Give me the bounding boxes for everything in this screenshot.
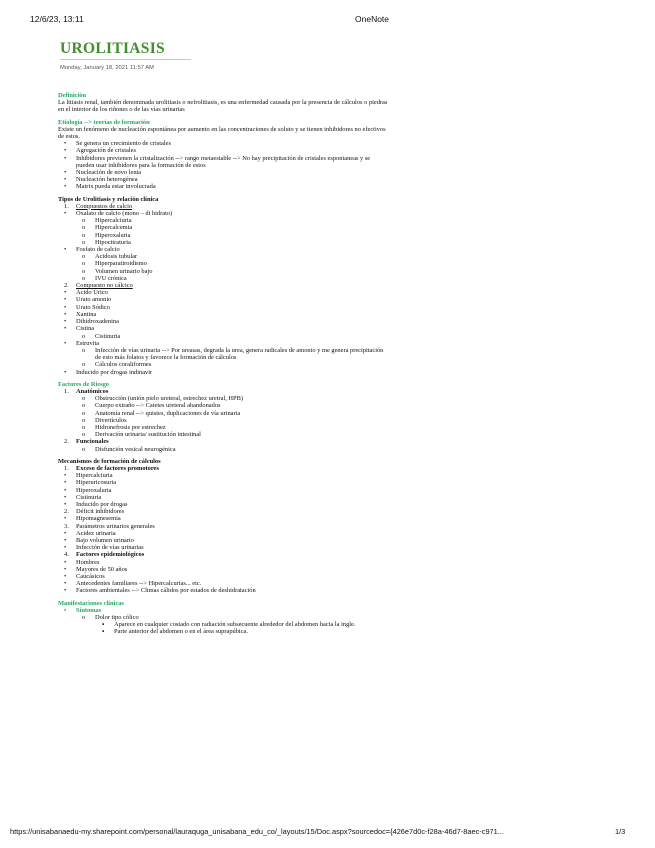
list-item-text: Hiperoxaluria bbox=[95, 231, 131, 239]
list-item-text: Hiperuricosuria bbox=[76, 479, 117, 487]
section-heading: Mecanismos de formación de cálculos bbox=[58, 457, 161, 465]
list-item-text: Acidez urinaria bbox=[76, 529, 116, 537]
section-heading: Tipos de Urolitiasis y relación clínica bbox=[58, 195, 159, 203]
list-item-text: Estruvita bbox=[76, 339, 100, 347]
list-item bbox=[58, 333, 388, 340]
print-app-name: OneNote bbox=[355, 14, 390, 24]
list-item-text: Síntomas bbox=[76, 606, 102, 614]
list-item-text: Compuesto no cálcico bbox=[76, 282, 133, 290]
list-marker: 4. bbox=[64, 551, 69, 559]
print-datetime: 12/6/23, 13:11 bbox=[30, 14, 84, 24]
list-item bbox=[58, 465, 388, 472]
paragraph: La litiasis renal, también denominada urolitiasis o nefrolitiasis, es una enfermedad causada por la presencia de cálculos o piedras en el interior de los riñones o de las vías urinarias bbox=[58, 99, 388, 114]
list-item-text: Oxalato de calcio (mono – di hidrato) bbox=[76, 210, 173, 218]
list-item-text: Inducido por drogas indinavir bbox=[76, 368, 153, 376]
list-marker: • bbox=[64, 565, 67, 573]
list-item-text: Hiperparatiroidismo bbox=[95, 260, 147, 268]
list-item-text: Urato Sódico bbox=[76, 303, 110, 311]
list-item-text: Hidronefrosis por estrechez bbox=[95, 423, 166, 431]
list-item bbox=[58, 369, 388, 376]
list-marker: 1. bbox=[64, 464, 69, 472]
list-item bbox=[58, 224, 388, 231]
list-marker: 2. bbox=[64, 438, 69, 446]
list-item bbox=[58, 515, 388, 522]
list-marker: ▪ bbox=[102, 621, 105, 629]
list-item bbox=[58, 559, 388, 566]
list-item bbox=[58, 239, 388, 246]
paragraph: Existe un fenómeno de nucleación espontánea por aumento en las concentraciones de soluto y se tienen inhibidores no efectivos de estos. bbox=[58, 125, 386, 141]
list-item-text: Divertículos bbox=[95, 416, 127, 424]
list-item bbox=[58, 155, 388, 169]
list-marker: • bbox=[64, 318, 67, 326]
list-item-text: Nucleación de novo lenta bbox=[76, 169, 142, 177]
list-item bbox=[58, 296, 388, 303]
list-item bbox=[58, 587, 388, 594]
list-marker: • bbox=[64, 536, 67, 544]
list-marker: • bbox=[64, 246, 67, 254]
footer-url: https://unisabanaedu-my.sharepoint.com/personal/lauraquga_unisabana_edu_co/_layouts/15/Doc.aspx?sourcedoc={426e7d0c-f28a-46d7-8aec-c971... bbox=[10, 827, 504, 836]
list-marker: o bbox=[82, 402, 86, 410]
list-item bbox=[58, 232, 388, 239]
list-item-text: Inducido por drogas bbox=[76, 500, 128, 508]
list-item-text: Parte anterior del abdomen o en el área suprapúbica. bbox=[114, 628, 248, 636]
list-item bbox=[58, 487, 388, 494]
list-marker: 3. bbox=[64, 522, 69, 530]
list-item bbox=[58, 607, 388, 614]
list-item bbox=[58, 573, 388, 580]
list-marker: o bbox=[82, 274, 86, 282]
list-item bbox=[58, 431, 388, 438]
list-marker: • bbox=[64, 310, 67, 318]
list-item bbox=[58, 340, 388, 347]
list-marker: o bbox=[82, 231, 86, 239]
list-marker: o bbox=[82, 238, 86, 246]
list-marker: 1. bbox=[64, 202, 69, 210]
list-item-text: Parámetros urinarios generales bbox=[76, 522, 155, 530]
list-item-text: Mayores de 50 años bbox=[76, 565, 128, 573]
list-item bbox=[58, 183, 388, 190]
list-item-text: Derivación urinaria/ sustitución intestinal bbox=[95, 431, 201, 439]
list-marker: • bbox=[64, 169, 67, 177]
list-item bbox=[58, 402, 388, 409]
list-item bbox=[58, 424, 388, 431]
list-item bbox=[58, 147, 388, 154]
list-item-text: Volumen urinario bajo bbox=[95, 267, 153, 275]
list-marker: o bbox=[82, 423, 86, 431]
list-marker: • bbox=[64, 368, 67, 376]
list-item-text: Exceso de factores promotores bbox=[76, 464, 159, 472]
list-item bbox=[58, 446, 388, 453]
list-item bbox=[58, 246, 388, 253]
section-heading: Factores de Riesgo bbox=[58, 380, 109, 388]
list-marker: • bbox=[64, 573, 67, 580]
list-item-text: Antecedentes familiares --> Hipercalcurias... etc. bbox=[76, 580, 202, 588]
list-marker: o bbox=[82, 253, 86, 261]
list-marker: • bbox=[64, 339, 67, 347]
list-marker: • bbox=[64, 289, 67, 297]
list-item-text: Factores epidemiológicos bbox=[76, 551, 145, 559]
list-item-text: Infección de vías urinarias bbox=[76, 544, 144, 552]
list-item bbox=[58, 203, 388, 210]
list-marker: o bbox=[82, 346, 86, 354]
list-marker: • bbox=[64, 472, 67, 480]
list-item-text: Hipercalciuria bbox=[76, 472, 113, 480]
list-marker: • bbox=[64, 493, 67, 501]
list-marker: o bbox=[82, 445, 86, 453]
list-item bbox=[58, 551, 388, 558]
list-marker: o bbox=[82, 217, 86, 225]
list-marker: o bbox=[82, 224, 86, 232]
footer-page-number: 1/3 bbox=[615, 827, 626, 836]
list-item bbox=[58, 494, 388, 501]
list-marker: o bbox=[82, 409, 86, 417]
note-section bbox=[58, 600, 388, 636]
list-item-text: Compuestos de calcio bbox=[76, 202, 133, 210]
list-item-text: Bajo volumen urinario bbox=[76, 536, 134, 544]
list-item bbox=[58, 260, 388, 267]
list-marker: • bbox=[64, 587, 67, 595]
list-marker: • bbox=[64, 479, 67, 487]
page-title: UROLITIASIS bbox=[60, 40, 165, 57]
list-marker: o bbox=[82, 395, 86, 403]
list-marker: • bbox=[64, 140, 67, 148]
list-item-text: Hipercalciuria bbox=[95, 217, 132, 225]
list-item-text: Cistinuria bbox=[95, 332, 121, 340]
list-item-text: Dihidroxadenina bbox=[76, 318, 119, 326]
list-item bbox=[58, 438, 388, 445]
list-item bbox=[58, 318, 388, 325]
list-item-text: Inhibidores previenen la cristalización --> rango metaestable --> No hay precipitación de cristales espontaneas y se pueden usar inhibidores para la formación de estos bbox=[76, 154, 371, 169]
list-item bbox=[58, 169, 388, 176]
list-item bbox=[58, 508, 388, 515]
list-item bbox=[58, 325, 388, 332]
list-marker: • bbox=[64, 303, 67, 311]
list-item-text: Funcionales bbox=[76, 438, 109, 446]
list-marker: • bbox=[64, 529, 67, 537]
list-item-text: Infección de vías urinaria --> Por ureasas, degrada la urea, genera radicales de amonio y me genera precipitación de esto más folatos y favorece la formación de cálculos bbox=[95, 346, 384, 362]
list-marker: • bbox=[64, 606, 67, 614]
note-section bbox=[58, 196, 388, 376]
page-created-date: Monday, January 18, 2021 11:57 AM bbox=[60, 65, 154, 71]
list-item bbox=[58, 140, 388, 147]
list-item bbox=[58, 566, 388, 573]
list-marker: • bbox=[64, 486, 67, 494]
list-item-text: Caucásicos bbox=[76, 573, 105, 580]
list-marker: o bbox=[82, 260, 86, 268]
list-item bbox=[58, 210, 388, 217]
list-marker: • bbox=[64, 154, 67, 162]
list-item-text: Urato amonio bbox=[76, 296, 112, 304]
list-marker: 2. bbox=[64, 508, 69, 516]
list-item-text: Cistinuria bbox=[76, 493, 102, 501]
list-item bbox=[58, 614, 388, 621]
list-marker: • bbox=[64, 296, 67, 304]
list-marker: • bbox=[64, 325, 67, 333]
list-marker: o bbox=[82, 267, 86, 275]
list-item bbox=[58, 479, 388, 486]
list-item-text: Cistina bbox=[76, 325, 95, 333]
list-item-text: Déficit inhibidores bbox=[76, 508, 125, 516]
list-item-text: Acidosis tubular bbox=[95, 253, 138, 261]
list-marker: o bbox=[82, 332, 86, 340]
list-marker: ▪ bbox=[102, 628, 105, 636]
list-item-text: Disfunción vesical neurogénica bbox=[95, 445, 176, 453]
list-marker: o bbox=[82, 614, 86, 622]
note-section bbox=[58, 119, 388, 191]
list-marker: • bbox=[64, 544, 67, 552]
list-item bbox=[58, 311, 388, 318]
list-item bbox=[58, 628, 388, 635]
list-marker: • bbox=[64, 580, 67, 588]
list-item bbox=[58, 347, 388, 361]
section-heading: Definición bbox=[58, 92, 87, 99]
list-item bbox=[58, 580, 388, 587]
list-item bbox=[58, 537, 388, 544]
list-item-text: Anatómicos bbox=[76, 387, 109, 395]
list-item bbox=[58, 268, 388, 275]
list-item-text: Matrix pueda estar involucrada bbox=[76, 183, 156, 191]
list-item-text: Hipercalcemia bbox=[95, 224, 133, 232]
list-item bbox=[58, 395, 388, 402]
list-item bbox=[58, 304, 388, 311]
list-item-text: Ácido Úrico bbox=[76, 289, 108, 297]
list-marker: • bbox=[64, 500, 67, 508]
note-section bbox=[58, 92, 388, 114]
list-item bbox=[58, 544, 388, 551]
list-item-text: Obstrucción (unión pielo ureteral, estrechez uretral, HPB) bbox=[95, 395, 243, 403]
list-item-text: Hipocitraturia bbox=[95, 238, 131, 246]
list-marker: • bbox=[64, 176, 67, 184]
list-item-text: Dolor tipo cólico bbox=[95, 614, 139, 622]
list-item-text: Factores ambientales --> Climas cálidos por estados de deshidratación bbox=[76, 587, 256, 595]
list-marker: • bbox=[64, 147, 67, 155]
list-item-text: Xantina bbox=[76, 310, 97, 318]
list-item bbox=[58, 472, 388, 479]
list-marker: o bbox=[82, 416, 86, 424]
list-marker: • bbox=[64, 558, 67, 566]
list-item-text: Cálculos coraliformes bbox=[95, 361, 152, 369]
list-marker: • bbox=[64, 515, 67, 523]
list-item-text: Agregación de cristales bbox=[76, 147, 136, 155]
list-item bbox=[58, 217, 388, 224]
list-item bbox=[58, 410, 388, 417]
list-item-text: Se genera un crecimiento de cristales bbox=[76, 140, 171, 148]
list-item bbox=[58, 501, 388, 508]
page-content bbox=[58, 92, 388, 636]
list-item-text: Hombres bbox=[76, 558, 100, 566]
list-item bbox=[58, 523, 388, 530]
list-marker: 1. bbox=[64, 387, 69, 395]
list-item-text: IVU crónica bbox=[95, 274, 127, 282]
list-marker: 2. bbox=[64, 282, 69, 290]
list-item-text: Hiperoxaluria bbox=[76, 486, 112, 494]
list-item bbox=[58, 530, 388, 537]
section-heading: Etiología --> teorías de formación bbox=[58, 118, 150, 126]
list-item-text: Aparece en cualquier costado con radiación subsecuente alrededor del abdomen hacia la ingle. bbox=[114, 621, 356, 629]
list-marker: o bbox=[82, 361, 86, 369]
title-underline bbox=[60, 59, 191, 60]
section-heading: Manifestaciones clínicas bbox=[58, 599, 124, 607]
list-marker: o bbox=[82, 431, 86, 439]
list-item bbox=[58, 361, 388, 368]
list-item bbox=[58, 621, 388, 628]
list-item bbox=[58, 417, 388, 424]
list-item bbox=[58, 289, 388, 296]
list-item bbox=[58, 275, 388, 282]
list-item bbox=[58, 176, 388, 183]
list-item-text: Anatomía renal --> quistes, duplicaciones de vía urinaria bbox=[95, 409, 241, 417]
list-marker: • bbox=[64, 210, 67, 218]
list-item-text: Nucleación heterogénea bbox=[76, 176, 138, 184]
note-section bbox=[58, 458, 388, 595]
list-item bbox=[58, 388, 388, 395]
list-item-text: Hipomagnesemia bbox=[76, 515, 121, 523]
list-item-text: Cuerpo extraño --> Catetes ureteral abandonados bbox=[95, 402, 221, 410]
list-marker: • bbox=[64, 183, 67, 191]
list-item-text: Fosfato de calcio bbox=[76, 246, 120, 254]
list-item bbox=[58, 253, 388, 260]
note-section bbox=[58, 381, 388, 453]
